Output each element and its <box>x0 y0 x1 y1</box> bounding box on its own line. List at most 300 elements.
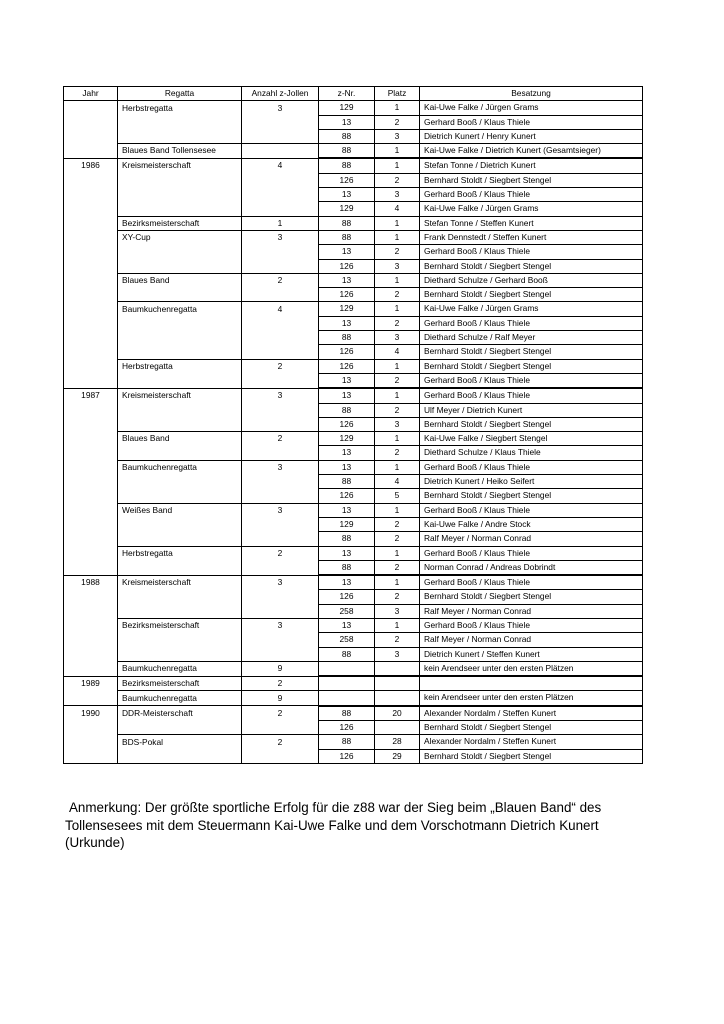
cell-z-nr: 13 <box>319 316 375 330</box>
cell-jahr <box>64 432 118 446</box>
cell-jahr <box>64 489 118 503</box>
cell-anzahl: 3 <box>242 503 319 517</box>
cell-anzahl <box>242 532 319 546</box>
cell-jahr <box>64 188 118 202</box>
cell-besatzung: Dietrich Kunert / Henry Kunert <box>420 129 643 143</box>
cell-z-nr: 88 <box>319 158 375 173</box>
cell-platz: 1 <box>375 158 420 173</box>
cell-besatzung: kein Arendseer unter den ersten Plätzen <box>420 661 643 676</box>
cell-jahr <box>64 503 118 517</box>
header-anzahl-z-jollen: Anzahl z-Jollen <box>242 87 319 101</box>
cell-z-nr: 129 <box>319 101 375 115</box>
cell-anzahl: 2 <box>242 546 319 560</box>
cell-besatzung: Kai-Uwe Falke / Andre Stock <box>420 517 643 531</box>
cell-platz: 2 <box>375 403 420 417</box>
cell-besatzung: Stefan Tonne / Dietrich Kunert <box>420 158 643 173</box>
cell-besatzung: Gerhard Booß / Klaus Thiele <box>420 460 643 474</box>
cell-anzahl <box>242 560 319 575</box>
cell-z-nr: 88 <box>319 129 375 143</box>
table-row <box>64 575 643 590</box>
cell-jahr <box>64 721 118 735</box>
cell-besatzung: Bernhard Stoldt / Siegbert Stengel <box>420 288 643 302</box>
cell-platz: 4 <box>375 475 420 489</box>
cell-platz: 2 <box>375 373 420 388</box>
cell-z-nr: 126 <box>319 288 375 302</box>
cell-anzahl <box>242 647 319 661</box>
cell-z-nr: 126 <box>319 345 375 359</box>
remark-paragraph: Anmerkung: Der größte sportliche Erfolg für die z88 war der Sieg beim „Blauen Band“ des Tollensesees mit dem Steuermann Kai-Uwe Falke und dem Vorschotmann Dietrich Kunert (Urkunde) <box>65 800 602 851</box>
cell-besatzung: Gerhard Booß / Klaus Thiele <box>420 245 643 259</box>
cell-z-nr: 88 <box>319 475 375 489</box>
header-platz: Platz <box>375 87 420 101</box>
table-header-row <box>64 87 643 101</box>
cell-z-nr: 13 <box>319 115 375 129</box>
cell-jahr <box>64 691 118 706</box>
cell-anzahl <box>242 633 319 647</box>
cell-regatta <box>118 749 242 763</box>
cell-platz: 1 <box>375 101 420 115</box>
cell-jahr <box>64 359 118 373</box>
cell-besatzung: Ralf Meyer / Norman Conrad <box>420 532 643 546</box>
table-row <box>64 460 643 474</box>
table-row <box>64 706 643 721</box>
cell-platz: 2 <box>375 560 420 575</box>
cell-z-nr: 88 <box>319 560 375 575</box>
cell-regatta <box>118 489 242 503</box>
cell-platz <box>375 691 420 706</box>
cell-jahr <box>64 101 118 115</box>
cell-platz: 1 <box>375 432 420 446</box>
cell-anzahl <box>242 517 319 531</box>
cell-besatzung: Gerhard Booß / Klaus Thiele <box>420 503 643 517</box>
cell-besatzung: Bernhard Stoldt / Siegbert Stengel <box>420 173 643 187</box>
cell-jahr: 1988 <box>64 575 118 590</box>
cell-regatta: Baumkuchenregatta <box>118 460 242 474</box>
cell-anzahl <box>242 188 319 202</box>
cell-anzahl <box>242 115 319 129</box>
cell-z-nr: 13 <box>319 446 375 460</box>
table-body <box>64 101 643 764</box>
cell-z-nr: 13 <box>319 245 375 259</box>
cell-jahr <box>64 144 118 159</box>
cell-jahr <box>64 288 118 302</box>
table-row <box>64 735 643 749</box>
cell-besatzung: Frank Dennstedt / Steffen Kunert <box>420 230 643 244</box>
table-row <box>64 489 643 503</box>
regatta-results-table <box>63 86 643 764</box>
cell-regatta: Blaues Band <box>118 273 242 287</box>
cell-platz: 4 <box>375 202 420 216</box>
cell-besatzung: Norman Conrad / Andreas Dobrindt <box>420 560 643 575</box>
cell-jahr <box>64 661 118 676</box>
cell-z-nr <box>319 691 375 706</box>
cell-anzahl <box>242 202 319 216</box>
cell-regatta: Kreismeisterschaft <box>118 575 242 590</box>
cell-z-nr: 126 <box>319 721 375 735</box>
cell-platz: 2 <box>375 245 420 259</box>
cell-anzahl <box>242 417 319 431</box>
cell-regatta: Blaues Band <box>118 432 242 446</box>
cell-regatta <box>118 604 242 618</box>
cell-anzahl: 3 <box>242 230 319 244</box>
cell-regatta: Herbstregatta <box>118 359 242 373</box>
cell-jahr <box>64 331 118 345</box>
cell-jahr <box>64 216 118 230</box>
cell-jahr <box>64 749 118 763</box>
cell-besatzung: Gerhard Booß / Klaus Thiele <box>420 115 643 129</box>
cell-z-nr: 126 <box>319 259 375 273</box>
cell-besatzung: Gerhard Booß / Klaus Thiele <box>420 316 643 330</box>
cell-platz: 2 <box>375 316 420 330</box>
table-row <box>64 503 643 517</box>
cell-anzahl <box>242 316 319 330</box>
table-row <box>64 475 643 489</box>
cell-jahr <box>64 517 118 531</box>
table-row <box>64 749 643 763</box>
cell-platz: 2 <box>375 446 420 460</box>
cell-regatta <box>118 129 242 143</box>
cell-besatzung: Kai-Uwe Falke / Jürgen Grams <box>420 101 643 115</box>
cell-z-nr: 13 <box>319 388 375 403</box>
cell-z-nr: 258 <box>319 604 375 618</box>
cell-anzahl: 3 <box>242 618 319 632</box>
cell-regatta <box>118 633 242 647</box>
cell-anzahl <box>242 403 319 417</box>
cell-besatzung <box>420 676 643 691</box>
cell-jahr: 1990 <box>64 706 118 721</box>
cell-platz: 1 <box>375 575 420 590</box>
cell-jahr <box>64 302 118 316</box>
cell-platz: 1 <box>375 503 420 517</box>
cell-jahr <box>64 546 118 560</box>
cell-platz: 28 <box>375 735 420 749</box>
cell-z-nr <box>319 661 375 676</box>
cell-besatzung: Stefan Tonne / Steffen Kunert <box>420 216 643 230</box>
cell-jahr <box>64 735 118 749</box>
table-row <box>64 676 643 691</box>
cell-z-nr: 129 <box>319 302 375 316</box>
cell-regatta <box>118 647 242 661</box>
cell-anzahl: 2 <box>242 359 319 373</box>
cell-anzahl <box>242 749 319 763</box>
cell-regatta <box>118 188 242 202</box>
cell-regatta: Baumkuchenregatta <box>118 661 242 676</box>
cell-platz: 4 <box>375 345 420 359</box>
cell-regatta <box>118 721 242 735</box>
cell-platz: 1 <box>375 230 420 244</box>
cell-regatta <box>118 331 242 345</box>
cell-anzahl <box>242 489 319 503</box>
cell-z-nr: 126 <box>319 359 375 373</box>
cell-regatta: Kreismeisterschaft <box>118 158 242 173</box>
cell-regatta <box>118 403 242 417</box>
cell-besatzung: Gerhard Booß / Klaus Thiele <box>420 388 643 403</box>
cell-z-nr: 258 <box>319 633 375 647</box>
cell-regatta <box>118 288 242 302</box>
table-row <box>64 446 643 460</box>
cell-jahr <box>64 633 118 647</box>
cell-z-nr: 129 <box>319 432 375 446</box>
cell-anzahl: 2 <box>242 432 319 446</box>
cell-regatta: Bezirksmeisterschaft <box>118 618 242 632</box>
table-row <box>64 618 643 632</box>
cell-regatta: Herbstregatta <box>118 546 242 560</box>
cell-jahr: 1987 <box>64 388 118 403</box>
table-row <box>64 403 643 417</box>
cell-anzahl <box>242 604 319 618</box>
cell-besatzung: Bernhard Stoldt / Siegbert Stengel <box>420 590 643 604</box>
cell-jahr <box>64 532 118 546</box>
table-row <box>64 359 643 373</box>
cell-z-nr: 126 <box>319 417 375 431</box>
cell-anzahl <box>242 590 319 604</box>
cell-platz: 2 <box>375 590 420 604</box>
cell-z-nr <box>319 676 375 691</box>
cell-z-nr: 13 <box>319 546 375 560</box>
cell-jahr <box>64 460 118 474</box>
cell-regatta <box>118 345 242 359</box>
cell-platz: 2 <box>375 517 420 531</box>
cell-jahr <box>64 373 118 388</box>
cell-platz: 2 <box>375 115 420 129</box>
cell-besatzung: Bernhard Stoldt / Siegbert Stengel <box>420 359 643 373</box>
table-row <box>64 173 643 187</box>
cell-anzahl: 2 <box>242 273 319 287</box>
table-row <box>64 273 643 287</box>
cell-regatta <box>118 115 242 129</box>
cell-jahr <box>64 129 118 143</box>
table-row <box>64 158 643 173</box>
cell-platz: 3 <box>375 417 420 431</box>
cell-anzahl: 9 <box>242 691 319 706</box>
cell-platz: 1 <box>375 302 420 316</box>
cell-besatzung: Bernhard Stoldt / Siegbert Stengel <box>420 417 643 431</box>
table-row <box>64 230 643 244</box>
table-row <box>64 144 643 159</box>
cell-besatzung: Dietrich Kunert / Heiko Seifert <box>420 475 643 489</box>
cell-platz <box>375 721 420 735</box>
cell-z-nr: 88 <box>319 216 375 230</box>
cell-regatta: XY-Cup <box>118 230 242 244</box>
cell-z-nr: 126 <box>319 173 375 187</box>
cell-jahr <box>64 475 118 489</box>
cell-regatta <box>118 560 242 575</box>
cell-z-nr: 88 <box>319 331 375 345</box>
cell-besatzung: Gerhard Booß / Klaus Thiele <box>420 618 643 632</box>
table-row <box>64 388 643 403</box>
table-row <box>64 721 643 735</box>
table-row <box>64 188 643 202</box>
cell-platz: 3 <box>375 331 420 345</box>
cell-jahr <box>64 273 118 287</box>
cell-platz: 1 <box>375 273 420 287</box>
cell-jahr: 1989 <box>64 676 118 691</box>
cell-z-nr: 129 <box>319 202 375 216</box>
cell-anzahl: 3 <box>242 101 319 115</box>
cell-besatzung: Bernhard Stoldt / Siegbert Stengel <box>420 259 643 273</box>
cell-platz: 3 <box>375 129 420 143</box>
cell-besatzung: Gerhard Booß / Klaus Thiele <box>420 546 643 560</box>
cell-platz <box>375 661 420 676</box>
cell-regatta <box>118 517 242 531</box>
cell-z-nr: 13 <box>319 618 375 632</box>
cell-regatta: Baumkuchenregatta <box>118 691 242 706</box>
cell-z-nr: 13 <box>319 575 375 590</box>
cell-jahr <box>64 173 118 187</box>
cell-anzahl: 1 <box>242 216 319 230</box>
cell-anzahl <box>242 259 319 273</box>
cell-platz: 2 <box>375 532 420 546</box>
table-row <box>64 517 643 531</box>
cell-jahr <box>64 590 118 604</box>
cell-z-nr: 13 <box>319 373 375 388</box>
cell-platz <box>375 676 420 691</box>
cell-regatta: Bezirksmeisterschaft <box>118 216 242 230</box>
cell-regatta <box>118 202 242 216</box>
table-row <box>64 560 643 575</box>
table-row <box>64 633 643 647</box>
table-row <box>64 259 643 273</box>
cell-besatzung: Bernhard Stoldt / Siegbert Stengel <box>420 489 643 503</box>
cell-platz: 2 <box>375 288 420 302</box>
cell-platz: 1 <box>375 144 420 159</box>
cell-z-nr: 88 <box>319 144 375 159</box>
cell-besatzung: Bernhard Stoldt / Siegbert Stengel <box>420 721 643 735</box>
cell-jahr <box>64 560 118 575</box>
cell-regatta: Baumkuchenregatta <box>118 302 242 316</box>
cell-platz: 5 <box>375 489 420 503</box>
cell-z-nr: 88 <box>319 532 375 546</box>
cell-jahr <box>64 446 118 460</box>
table-row <box>64 115 643 129</box>
cell-regatta <box>118 173 242 187</box>
cell-regatta: Herbstregatta <box>118 101 242 115</box>
cell-besatzung: Ulf Meyer / Dietrich Kunert <box>420 403 643 417</box>
cell-jahr <box>64 403 118 417</box>
cell-z-nr: 126 <box>319 489 375 503</box>
table-row <box>64 216 643 230</box>
cell-z-nr: 13 <box>319 460 375 474</box>
cell-anzahl: 2 <box>242 706 319 721</box>
cell-jahr <box>64 115 118 129</box>
cell-anzahl <box>242 144 319 159</box>
table-row <box>64 302 643 316</box>
cell-z-nr: 13 <box>319 503 375 517</box>
cell-platz: 1 <box>375 618 420 632</box>
cell-besatzung: Dietrich Kunert / Steffen Kunert <box>420 647 643 661</box>
table-row <box>64 417 643 431</box>
cell-besatzung: Ralf Meyer / Norman Conrad <box>420 604 643 618</box>
header-jahr: Jahr <box>64 87 118 101</box>
table-row <box>64 532 643 546</box>
header-besatzung: Besatzung <box>420 87 643 101</box>
table-row <box>64 288 643 302</box>
cell-jahr: 1986 <box>64 158 118 173</box>
cell-anzahl: 2 <box>242 735 319 749</box>
cell-anzahl <box>242 345 319 359</box>
table-row <box>64 647 643 661</box>
table-row <box>64 101 643 115</box>
cell-regatta <box>118 590 242 604</box>
cell-z-nr: 88 <box>319 647 375 661</box>
table-row <box>64 604 643 618</box>
header-regatta: Regatta <box>118 87 242 101</box>
cell-besatzung: Diethard Schulze / Klaus Thiele <box>420 446 643 460</box>
cell-regatta: Blaues Band Tollensesee <box>118 144 242 159</box>
table-row <box>64 331 643 345</box>
cell-besatzung: Bernhard Stoldt / Siegbert Stengel <box>420 749 643 763</box>
cell-platz: 1 <box>375 460 420 474</box>
cell-platz: 2 <box>375 173 420 187</box>
header-z-nr: z-Nr. <box>319 87 375 101</box>
cell-platz: 1 <box>375 216 420 230</box>
cell-jahr <box>64 345 118 359</box>
cell-z-nr: 13 <box>319 188 375 202</box>
cell-besatzung: Alexander Nordalm / Steffen Kunert <box>420 735 643 749</box>
table-row <box>64 345 643 359</box>
cell-regatta <box>118 245 242 259</box>
cell-anzahl: 9 <box>242 661 319 676</box>
cell-platz: 1 <box>375 359 420 373</box>
cell-anzahl <box>242 721 319 735</box>
cell-z-nr: 88 <box>319 230 375 244</box>
cell-jahr <box>64 259 118 273</box>
cell-platz: 29 <box>375 749 420 763</box>
cell-besatzung: Ralf Meyer / Norman Conrad <box>420 633 643 647</box>
cell-besatzung: Alexander Nordalm / Steffen Kunert <box>420 706 643 721</box>
cell-jahr <box>64 647 118 661</box>
cell-anzahl <box>242 446 319 460</box>
cell-besatzung: Bernhard Stoldt / Siegbert Stengel <box>420 345 643 359</box>
table-row <box>64 546 643 560</box>
cell-jahr <box>64 202 118 216</box>
cell-jahr <box>64 245 118 259</box>
cell-platz: 2 <box>375 633 420 647</box>
cell-z-nr: 126 <box>319 749 375 763</box>
cell-jahr <box>64 417 118 431</box>
table-row <box>64 316 643 330</box>
cell-regatta <box>118 417 242 431</box>
cell-regatta: Bezirksmeisterschaft <box>118 676 242 691</box>
cell-regatta: Weißes Band <box>118 503 242 517</box>
cell-besatzung: Kai-Uwe Falke / Jürgen Grams <box>420 202 643 216</box>
cell-anzahl <box>242 331 319 345</box>
cell-platz: 3 <box>375 647 420 661</box>
cell-z-nr: 88 <box>319 706 375 721</box>
cell-anzahl <box>242 288 319 302</box>
cell-anzahl <box>242 245 319 259</box>
cell-anzahl <box>242 173 319 187</box>
cell-regatta: DDR-Meisterschaft <box>118 706 242 721</box>
cell-besatzung: Gerhard Booß / Klaus Thiele <box>420 188 643 202</box>
cell-regatta: Kreismeisterschaft <box>118 388 242 403</box>
cell-regatta <box>118 532 242 546</box>
cell-z-nr: 126 <box>319 590 375 604</box>
cell-anzahl <box>242 475 319 489</box>
cell-regatta <box>118 259 242 273</box>
cell-platz: 1 <box>375 546 420 560</box>
table-row <box>64 691 643 706</box>
cell-besatzung: Kai-Uwe Falke / Siegbert Stengel <box>420 432 643 446</box>
cell-regatta <box>118 475 242 489</box>
cell-z-nr: 129 <box>319 517 375 531</box>
cell-anzahl: 3 <box>242 575 319 590</box>
cell-besatzung: Diethard Schulze / Gerhard Booß <box>420 273 643 287</box>
cell-platz: 1 <box>375 388 420 403</box>
cell-anzahl <box>242 373 319 388</box>
cell-anzahl <box>242 129 319 143</box>
cell-platz: 3 <box>375 604 420 618</box>
